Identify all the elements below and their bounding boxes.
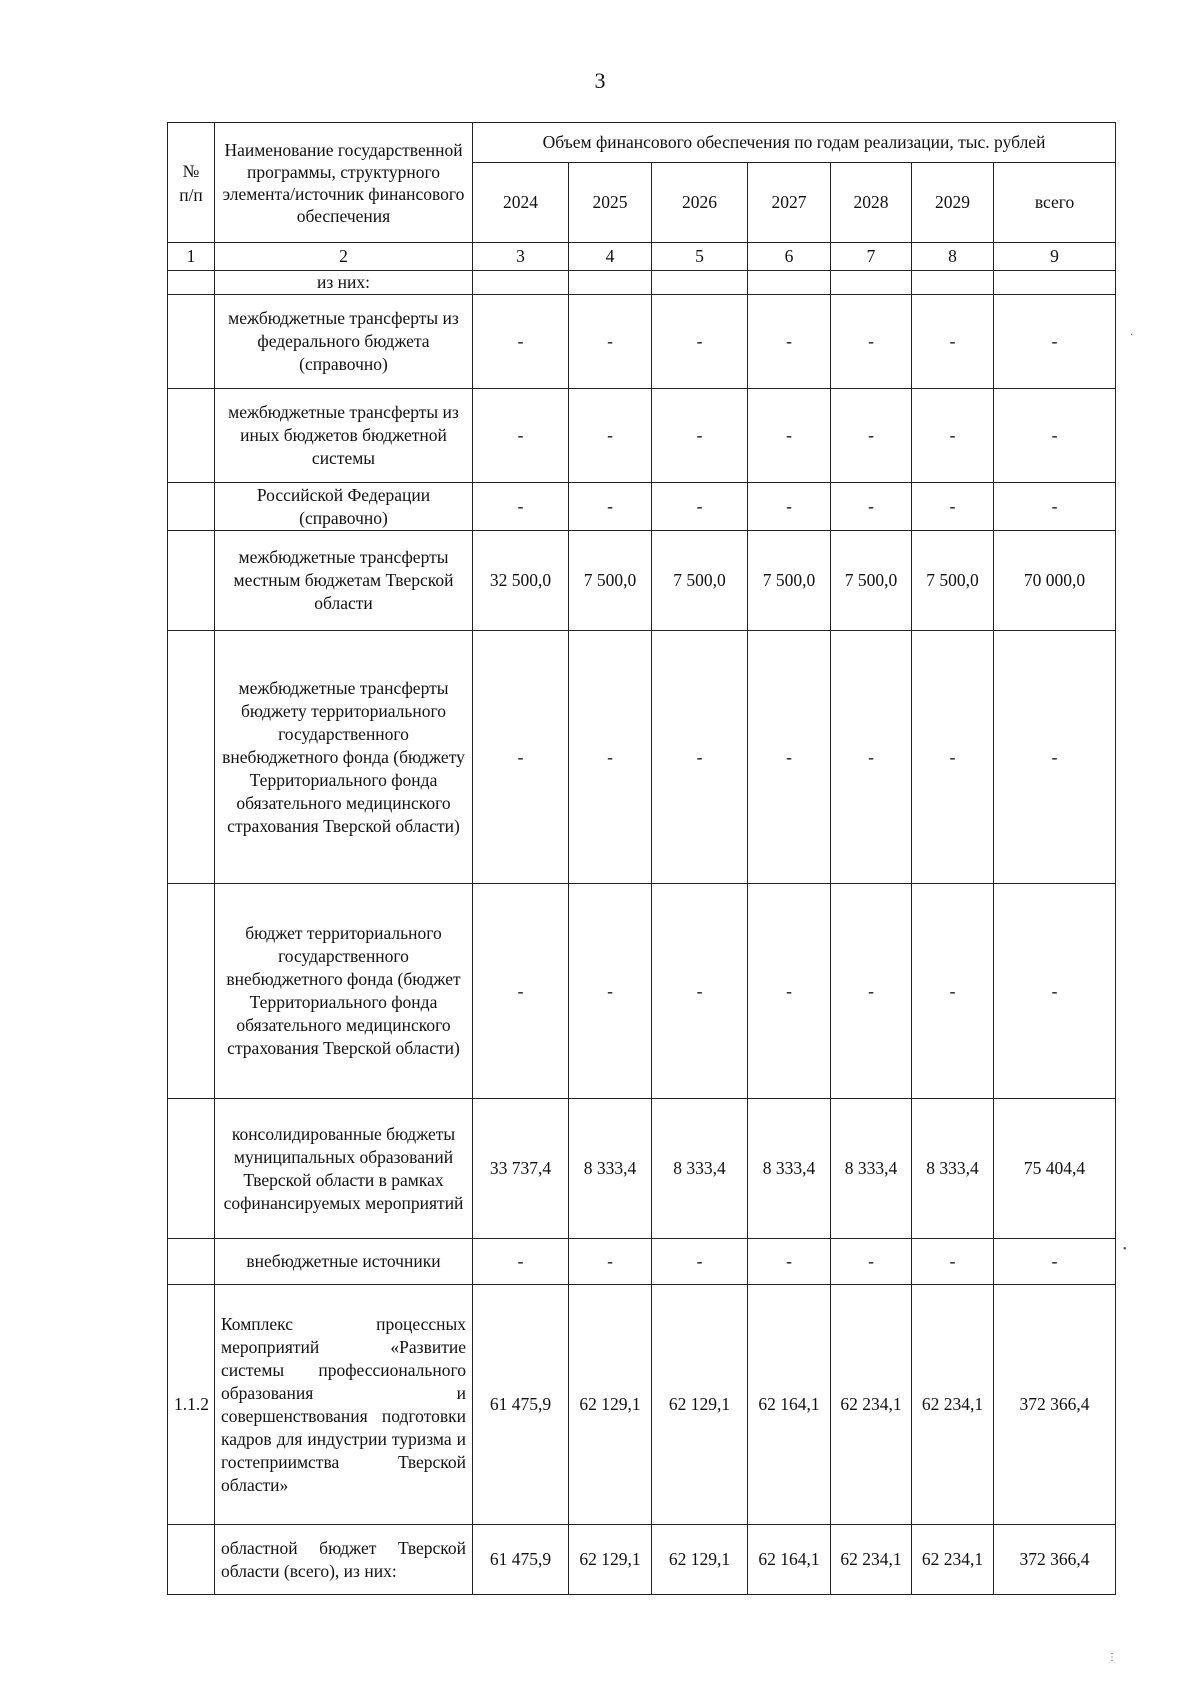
row-year-value: 62 129,1 (569, 1285, 652, 1525)
table-row (168, 1099, 1116, 1239)
scan-speck: ⋮ (1107, 1652, 1117, 1663)
row-number (168, 389, 215, 483)
row-total-value: 372 366,4 (994, 1285, 1116, 1525)
row-number (168, 483, 215, 531)
row-year-value: 8 333,4 (831, 1099, 912, 1239)
row-name: межбюджетные трансферты бюджету территориального государственного внебюджетного фонда (бюджету Территориального фонда обязательного медицинского страхования Тверской области) (215, 631, 473, 884)
row-number (168, 295, 215, 389)
row-total-value (994, 271, 1116, 295)
row-year-value: - (831, 295, 912, 389)
row-name: межбюджетные трансферты из федерального бюджета (справочно) (215, 295, 473, 389)
row-number (168, 1239, 215, 1285)
row-year-value: 62 129,1 (652, 1525, 748, 1595)
row-number (168, 271, 215, 295)
row-year-value: 33 737,4 (473, 1099, 569, 1239)
row-year-value: - (831, 884, 912, 1099)
row-year-value: - (569, 631, 652, 884)
row-year-value: 32 500,0 (473, 531, 569, 631)
row-name: межбюджетные трансферты местным бюджетам Тверской области (215, 531, 473, 631)
row-total-value: - (994, 389, 1116, 483)
header-year: 2027 (748, 163, 831, 243)
row-year-value: - (569, 884, 652, 1099)
header-row-top (168, 123, 1116, 163)
header-num: № п/п (168, 123, 215, 243)
row-year-value: 8 333,4 (912, 1099, 994, 1239)
header-year: 2028 (831, 163, 912, 243)
row-total-value: 75 404,4 (994, 1099, 1116, 1239)
row-year-value: 61 475,9 (473, 1525, 569, 1595)
row-year-value: - (473, 631, 569, 884)
table-row (168, 884, 1116, 1099)
row-year-value: 62 129,1 (569, 1525, 652, 1595)
row-year-value: 61 475,9 (473, 1285, 569, 1525)
table-row (168, 1239, 1116, 1285)
row-name: бюджет территориального государственного внебюджетного фонда (бюджет Территориального фонда обязательного медицинского страхования Тверской области) (215, 884, 473, 1099)
row-year-value (748, 271, 831, 295)
row-number: 1.1.2 (168, 1285, 215, 1525)
scan-speck: • (1123, 1244, 1127, 1255)
row-year-value: - (473, 1239, 569, 1285)
row-year-value: 8 333,4 (652, 1099, 748, 1239)
col-number: 6 (748, 243, 831, 271)
row-year-value: 7 500,0 (652, 531, 748, 631)
row-year-value: - (748, 1239, 831, 1285)
col-number: 4 (569, 243, 652, 271)
row-year-value: - (473, 389, 569, 483)
col-number: 3 (473, 243, 569, 271)
row-year-value: - (912, 884, 994, 1099)
row-year-value: - (652, 631, 748, 884)
row-year-value: - (652, 483, 748, 531)
row-year-value: 7 500,0 (912, 531, 994, 631)
row-year-value: - (473, 295, 569, 389)
row-year-value: - (473, 884, 569, 1099)
row-total-value: 372 366,4 (994, 1525, 1116, 1595)
row-year-value: - (912, 483, 994, 531)
row-year-value: - (652, 884, 748, 1099)
row-year-value: - (748, 631, 831, 884)
table-row (168, 1525, 1116, 1595)
row-year-value (912, 271, 994, 295)
row-year-value: - (652, 389, 748, 483)
row-year-value: 7 500,0 (569, 531, 652, 631)
row-name: Комплекс процессных мероприятий «Развитие системы профессионального образования и совершенствования подготовки кадров для индустрии туризма и гостеприимства Тверской области» (215, 1285, 473, 1525)
row-year-value (473, 271, 569, 295)
header-total: всего (994, 163, 1116, 243)
row-number (168, 1525, 215, 1595)
row-year-value: 62 234,1 (912, 1285, 994, 1525)
row-year-value: 62 234,1 (831, 1525, 912, 1595)
table-row (168, 631, 1116, 884)
column-number-row (168, 243, 1116, 271)
row-year-value: 7 500,0 (831, 531, 912, 631)
row-year-value: - (748, 295, 831, 389)
row-year-value: - (569, 483, 652, 531)
funding-table (167, 122, 1116, 1595)
row-year-value: 8 333,4 (569, 1099, 652, 1239)
row-year-value (569, 271, 652, 295)
table-row (168, 271, 1116, 295)
row-year-value: - (912, 389, 994, 483)
row-year-value: - (473, 483, 569, 531)
row-year-value: 62 234,1 (831, 1285, 912, 1525)
row-year-value: 62 234,1 (912, 1525, 994, 1595)
row-year-value: - (748, 389, 831, 483)
row-name: Российской Федерации (справочно) (215, 483, 473, 531)
col-number: 7 (831, 243, 912, 271)
row-total-value: - (994, 631, 1116, 884)
row-number (168, 884, 215, 1099)
row-year-value: - (831, 389, 912, 483)
col-number: 1 (168, 243, 215, 271)
col-number: 8 (912, 243, 994, 271)
row-name: консолидированные бюджеты муниципальных образований Тверской области в рамках софинансируемых мероприятий (215, 1099, 473, 1239)
row-total-value: - (994, 483, 1116, 531)
page-number: 3 (594, 68, 606, 93)
header-year: 2029 (912, 163, 994, 243)
row-year-value: - (831, 631, 912, 884)
row-year-value: - (652, 1239, 748, 1285)
header-year: 2025 (569, 163, 652, 243)
row-total-value: - (994, 884, 1116, 1099)
col-number: 9 (994, 243, 1116, 271)
header-year: 2024 (473, 163, 569, 243)
table-row (168, 531, 1116, 631)
col-number: 5 (652, 243, 748, 271)
row-year-value: 62 164,1 (748, 1285, 831, 1525)
row-year-value: - (652, 295, 748, 389)
row-total-value: - (994, 295, 1116, 389)
row-year-value: 8 333,4 (748, 1099, 831, 1239)
header-funding-group: Объем финансового обеспечения по годам реализации, тыс. рублей (473, 123, 1116, 163)
row-year-value (652, 271, 748, 295)
row-year-value: - (748, 884, 831, 1099)
row-year-value: - (831, 483, 912, 531)
row-year-value: - (569, 1239, 652, 1285)
scan-speck: · (1130, 330, 1134, 341)
row-year-value: - (831, 1239, 912, 1285)
row-number (168, 1099, 215, 1239)
row-year-value: - (912, 1239, 994, 1285)
row-name: областной бюджет Тверской области (всего), из них: (215, 1525, 473, 1595)
row-year-value: - (912, 295, 994, 389)
row-year-value: 62 129,1 (652, 1285, 748, 1525)
row-name: межбюджетные трансферты из иных бюджетов бюджетной системы (215, 389, 473, 483)
table-row (168, 483, 1116, 531)
row-number (168, 531, 215, 631)
row-year-value: - (748, 483, 831, 531)
header-year: 2026 (652, 163, 748, 243)
row-year-value: - (569, 295, 652, 389)
row-total-value: - (994, 1239, 1116, 1285)
row-year-value: 7 500,0 (748, 531, 831, 631)
header-name: Наименование государственной программы, структурного элемента/источник финансового обеспечения (215, 123, 473, 243)
table-row (168, 389, 1116, 483)
row-year-value (831, 271, 912, 295)
row-name: из них: (215, 271, 473, 295)
row-year-value: - (569, 389, 652, 483)
table-row (168, 295, 1116, 389)
row-name: внебюджетные источники (215, 1239, 473, 1285)
row-year-value: - (912, 631, 994, 884)
table-row (168, 1285, 1116, 1525)
row-year-value: 62 164,1 (748, 1525, 831, 1595)
col-number: 2 (215, 243, 473, 271)
row-number (168, 631, 215, 884)
row-total-value: 70 000,0 (994, 531, 1116, 631)
